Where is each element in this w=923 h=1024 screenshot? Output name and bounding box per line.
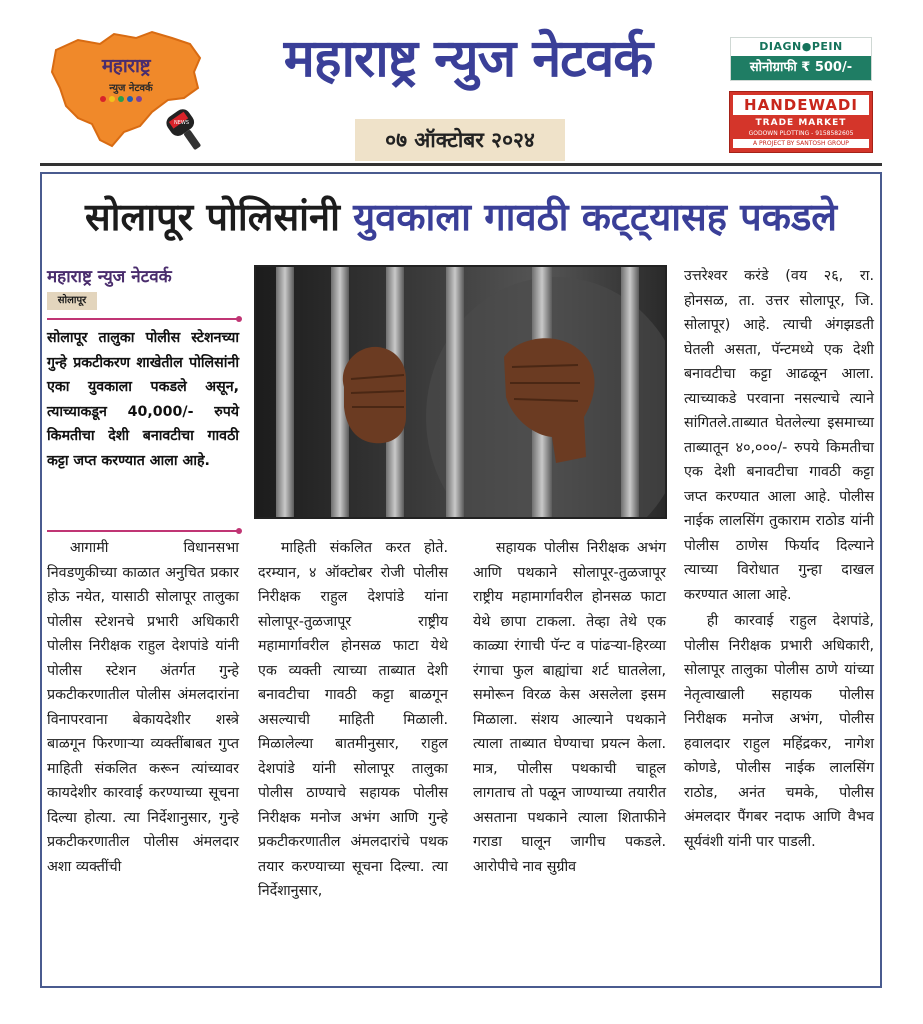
jail-bars-hands-icon (256, 267, 665, 517)
brand-logo (48, 28, 208, 150)
handewadi-name: HANDEWADI (733, 95, 869, 115)
article-headline (50, 182, 872, 252)
handewadi-ad[interactable] (729, 91, 873, 153)
body-column-4 (684, 264, 874, 976)
logo-subtitle: न्युज नेटवर्क (109, 83, 153, 94)
handewadi-godown: GODOWN PLOTTING - 9158582605 (748, 130, 854, 137)
article-photo (254, 265, 667, 519)
logo-title: महाराष्ट्र (101, 55, 151, 77)
diagnopein-ad[interactable] (730, 37, 872, 81)
masthead-title: महाराष्ट्र न्युज नेटवर्क (283, 29, 653, 89)
body-column-2 (258, 536, 448, 976)
body-column-1 (47, 536, 239, 976)
body-column-3 (473, 536, 666, 976)
lede-rule-bottom (47, 530, 239, 532)
microphone-icon (163, 106, 208, 150)
diagnopein-brand: DIAGN●PEIN (759, 40, 843, 53)
article-lede: सोलापूर तालुका पोलीस स्टेशनच्या गुन्हे प्रकटीकरण शाखेतील पोलिसांनी एका युवकाला पकडले असून, त्याच्याकडून 40,000/- रुपये किमतीचा देशी बनावटीचा गावठी कट्टा जप्त करण्यात आला आहे. (47, 330, 239, 469)
handewadi-market: TRADE MARKET (755, 118, 847, 128)
col2-paragraph: माहिती संकलित करत होते. दरम्यान, ४ ऑक्टोबर रोजी पोलीस निरीक्षक राहुल देशपांडे यांना सोलापूर-तुळजापूर राष्ट्रीय महामार्गावरील होनसळ फाटा येथे एक व्यक्ती त्याच्या ताब्यात देशी बनावटीचा गावठी कट्टा बाळगून असल्याची माहिती मिळाली. मिळालेल्या बातमीनुसार, राहुल देशपांडे यांनी सोलापूर तालुका पोलीस ठाण्याचे सहायक पोलीस निरीक्षक मनोज अभंग आणि गुन्हे प्रकटीकरणातील अंमलदारांचे पथक तयार करण्याच्या सूचना दिल्या. त्या निर्देशानुसार, (258, 540, 448, 899)
col1-paragraph: आगामी विधानसभा निवडणुकीच्या काळात अनुचित प्रकार होऊ नयेत, यासाठी सोलापूर तालुका पोलीस स्टेशनचे प्रभारी अधिकारी पोलीस निरीक्षक राहुल देशपांडे यांनी पोलीस स्टेशन अंतर्गत गुन्हे प्रकटीकरणातील पोलीस अंमलदारांना विनापरवाना बेकायदेशीर शस्त्रे बाळगून फिरणाऱ्या व्यक्तींबाबत गुप्त माहिती संकलित करून त्यांच्यावर कायदेशीर कारवाई करण्याच्या सूचना दिल्या होत्या. त्या निर्देशानुसार, गुन्हे प्रकटीकरणातील पोलीस अंमलदार अशा व्यक्तींची (47, 540, 239, 875)
col4-paragraph-2: ही कारवाई राहुल देशपांडे, पोलीस निरीक्षक प्रभारी अधिकारी, सोलापूर तालुका पोलीस ठाणे यांच्या नेतृत्वाखाली सहायक पोलीस निरीक्षक मनोज अभंग, पोलीस हवालदार राहुल महिंद्रकर, नागेश कोणडे, पोलीस नाईक लालसिंग राठोड, अनंत चमके, पोलीस अंमलदार पैंगबर नदाफ आणि वैभव सूर्यवंशी यांनी पार पाडली. (684, 613, 874, 850)
headline-part-1: सोलापूर पोलिसांनी (84, 195, 340, 239)
dateline-badge: सोलापूर (47, 292, 97, 310)
logo-dots (100, 96, 142, 102)
lede-rule-top (47, 318, 239, 320)
diagnopein-offer: सोनोग्राफी ₹ 500/- (731, 56, 871, 80)
byline: महाराष्ट्र न्युज नेटवर्क (47, 267, 172, 287)
header-divider (40, 163, 882, 166)
col3-paragraph: सहायक पोलीस निरीक्षक अभंग आणि पथकाने सोलापूर-तुळजापूर राष्ट्रीय महामार्गावरील होनसळ फाटा येथे छापा टाकला. तेव्हा तेथे एक काळ्या रंगाची पॅन्ट व पांढऱ्या-हिरव्या रंगाचा फुल बाह्यांचा शर्ट घातलेला, समोरून विरळ केस असलेला इसम मिळाला. संशय आल्याने पथकाने त्याला ताब्यात घेण्याचा प्रयत्न केला. मात्र, पोलीस पथकाची चाहूल लागताच तो पळून जाण्याच्या तयारीत असताना पथकाने त्याला शिताफीने गराडा घालून जागीच पकडले. आरोपीचे नाव सुग्रीव (473, 540, 666, 875)
col4-paragraph-1: उत्तरेश्वर करंडे (वय २६, रा. होनसळ, ता. उत्तर सोलापूर, जि. सोलापूर) आहे. त्याची अंगझडती घेतली असता, पॅन्टमध्ये एक देशी बनावटीचा कट्टा आढळून आला. त्याच्याकडे परवाना नसल्याचे त्याने सांगितले.ताब्यात घेतलेल्या इसमाच्या ताब्यातून ४०,०००/- रुपये किमतीचा एक देशी बनावटीचा गावठी कट्टा जप्त करण्यात आला आहे. पोलीस नाईक लालसिंग तुकाराम राठोड यांनी पोलीस ठाणेस फिर्याद दिल्याने त्याच्या विरोधात गुन्हा दाखल करण्यात आला आहे. (684, 268, 874, 603)
handewadi-project: A PROJECT BY SANTOSH GROUP (733, 139, 869, 148)
headline-part-2: युवकाला गावठी कट्ट्यासह पकडले (353, 195, 838, 239)
svg-text:NEWS: NEWS (174, 120, 190, 126)
issue-date: ०७ ऑक्टोबर २०२४ (355, 119, 565, 161)
